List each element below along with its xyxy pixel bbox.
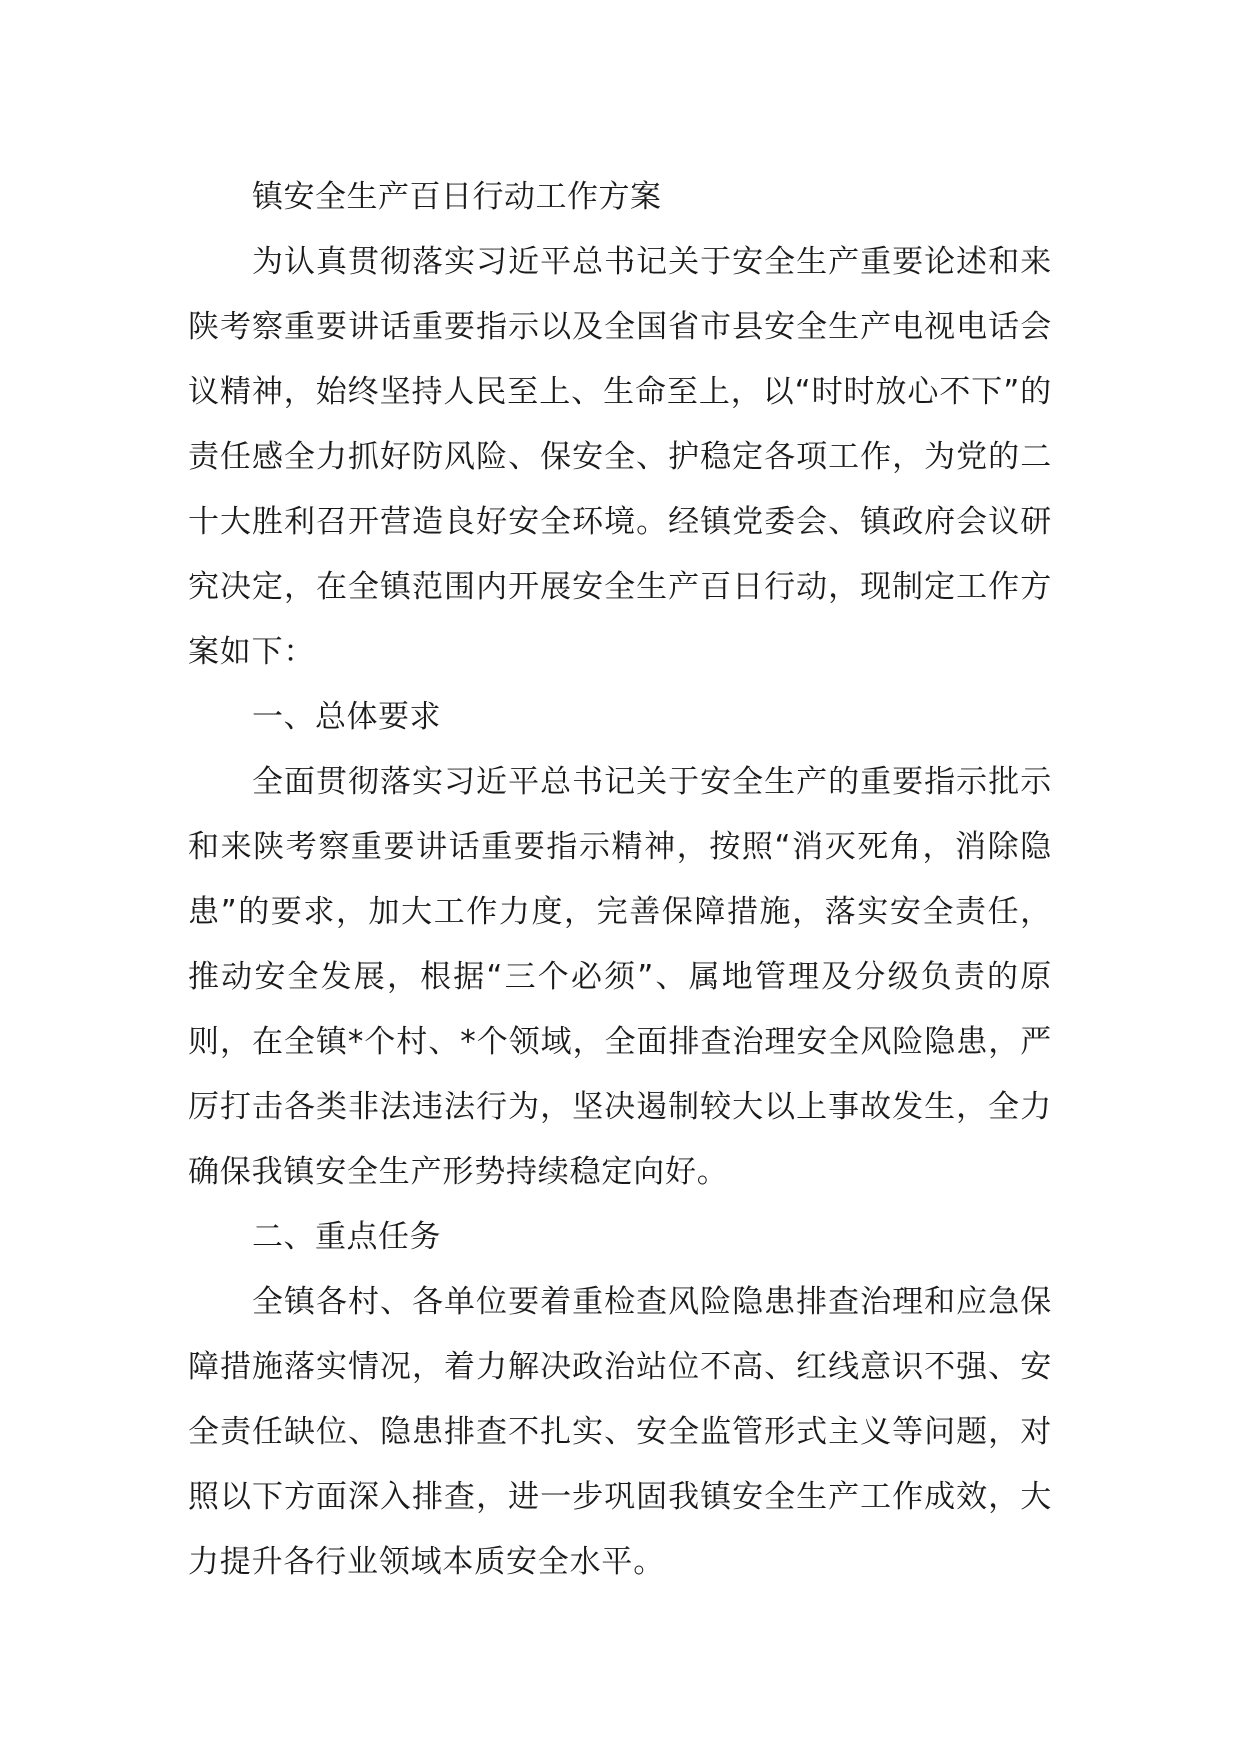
intro-paragraph: 为认真贯彻落实习近平总书记关于安全生产重要论述和来陕考察重要讲话重要指示以及全国省市县安全生产电视电话会议精神，始终坚持人民至上、生命至上，以“时时放心不下”的责任感全力抓好防风险、保安全、护稳定各项工作，为党的二十大胜利召开营造良好安全环境。经镇党委会、镇政府会议研究决定，在全镇范围内开展安全生产百日行动，现制定工作方案如下： — [188, 244, 1052, 670]
section-heading-key-tasks: 二、重点任务 — [252, 1219, 441, 1255]
document-page — [188, 165, 1052, 1595]
section-heading-overall-requirements: 一、总体要求 — [252, 699, 441, 735]
section-body-key-tasks: 全镇各村、各单位要着重检查风险隐患排查治理和应急保障措施落实情况，着力解决政治站位不高、红线意识不强、安全责任缺位、隐患排查不扎实、安全监管形式主义等问题，对照以下方面深入排查，进一步巩固我镇安全生产工作成效，大力提升各行业领域本质安全水平。 — [188, 1284, 1052, 1580]
section-body-overall-requirements: 全面贯彻落实习近平总书记关于安全生产的重要指示批示和来陕考察重要讲话重要指示精神，按照“消灭死角，消除隐患”的要求，加大工作力度，完善保障措施，落实安全责任，推动安全发展，根据“三个必须”、属地管理及分级负责的原则，在全镇*个村、*个领域，全面排查治理安全风险隐患，严厉打击各类非法违法行为，坚决遏制较大以上事故发生，全力确保我镇安全生产形势持续稳定向好。 — [188, 764, 1052, 1190]
document-title: 镇安全生产百日行动工作方案 — [252, 179, 662, 215]
